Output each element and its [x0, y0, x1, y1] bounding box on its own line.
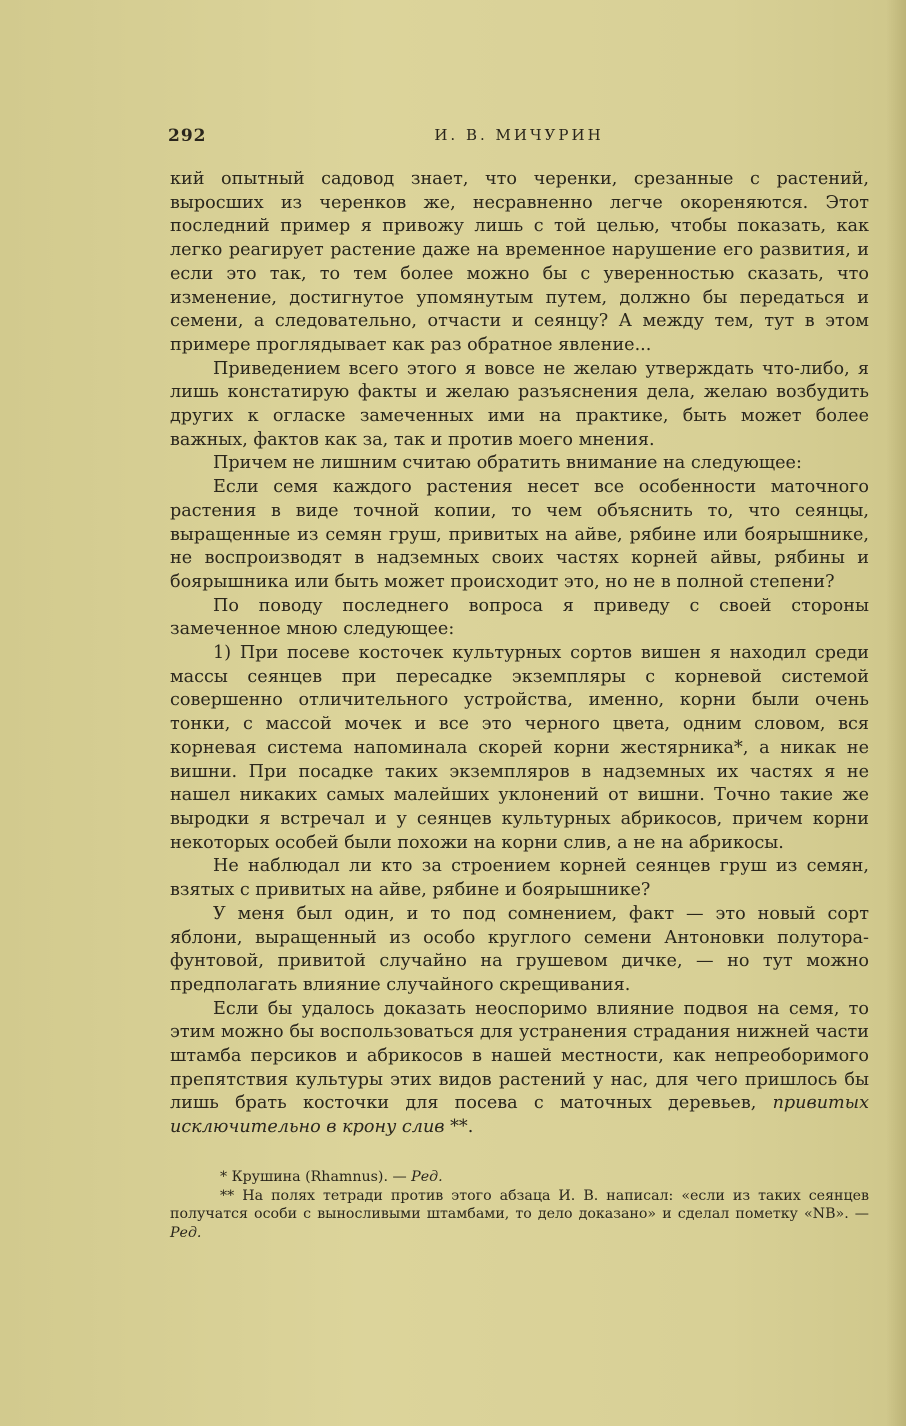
paragraph-5: По поводу последнего вопроса я приведу с своей стороны замеченное мною следующее:	[170, 595, 869, 640]
paragraph-8: У меня был один, и то под сомнением, факт — это новый сорт яблони, выращенный из особо круглого семени Антоновки полутора-фунтовой, привитой случайно на грушевом дичке, — но тут можно предполагать влияние случайного скрещивания.	[170, 903, 869, 995]
footnote-1-marker: *	[220, 1169, 228, 1185]
paragraph-3: Причем не лишним считаю обратить внимание на следующее:	[213, 453, 802, 474]
paragraph-9-suffix: **.	[444, 1117, 474, 1138]
paragraph-4: Если семя каждого растения несет все особенности маточного растения в виде точной копии, то чем объяснить то, что сеянцы, выращенные из семян груш, привитых на айве, рябине или боярышнике, не воспроизводят в надземных своих частях корней айвы, рябины и боярышника или быть может происходит это, но не в полной степени?	[170, 477, 869, 592]
footnote-2	[170, 1187, 869, 1243]
paragraph-9-text: Если бы удалось доказать неоспоримо влияние подвоя на семя, то этим можно бы воспользоваться для устранения страдания нижней части штамба персиков и абрикосов в нашей местности, как непреоборимого препятствия культуры этих видов растений у нас, для чего пришлось бы лишь брать косточки для посева с маточных деревьев,	[170, 998, 869, 1114]
paragraph-6: 1) При посеве косточек культурных сортов вишен я находил среди массы сеянцев при пересадке экземпляры с корневой системой совершенно отличительного устройства, именно, корни были очень тонки, с массой мочек и все это черного цвета, одним словом, вся корневая система напоминала скорей корни жестярника*, а никак не вишни. При посадке таких экземпляров в надземных их частях я не нашел никаких самых малейших уклонений от вишни. Точно такие же выродки я встречал и у сеянцев культурных абрикосов, причем корни некоторых особей были похожи на корни слив, а не на абрикосы.	[170, 643, 869, 853]
paragraph-9	[170, 998, 869, 1140]
footnote-1	[170, 1168, 869, 1187]
footnotes	[170, 1168, 869, 1242]
paragraph-2: Приведением всего этого я вовсе не желаю утверждать что-либо, я лишь констатирую факты и желаю разъяснения дела, желаю возбудить других к огласке замеченных ими на практике, быть может более важных, фактов как за, так и против моего мнения.	[170, 358, 869, 450]
page-edge-shadow	[886, 0, 906, 1426]
paragraph-9-italic: привитых исключительно в крону слив	[170, 1093, 869, 1138]
footnote-2-text: На полях тетради против этого абзаца И. В. написал: «если из таких сеянцев получатся особи с выносливыми штамбами, то дело доказано» и сделал пометку «NB». —	[170, 1187, 869, 1222]
footnote-2-editor: Ред.	[170, 1224, 202, 1241]
paragraph-1: кий опытный садовод знает, что черенки, срезанные с растений, выросших из черенков же, несравненно легче окореняются. Этот последний пример я привожу лишь с той целью, чтобы показать, как легко реагирует растение даже на временное нарушение его развития, и если это так, то тем более можно бы с уверенностью сказать, что изменение, достигнутое упомянутым путем, должно бы передаться и семени, а следовательно, отчасти и сеянцу? А между тем, тут в этом примере проглядывает как раз обратное явление...	[170, 169, 869, 355]
footnote-1-text: Крушина (Rhamnus). —	[227, 1169, 407, 1185]
paragraph-7: Не наблюдал ли кто за строением корней сеянцев груш из семян, взятых с привитых на айве, рябине и боярышнике?	[170, 856, 869, 901]
page-header	[168, 126, 870, 150]
running-title: И. В. МИЧУРИН	[434, 126, 604, 144]
footnote-2-marker: **	[220, 1187, 235, 1204]
footnote-1-editor: Ред.	[411, 1169, 443, 1185]
page-number: 292	[168, 126, 207, 146]
body-text	[170, 168, 869, 1140]
